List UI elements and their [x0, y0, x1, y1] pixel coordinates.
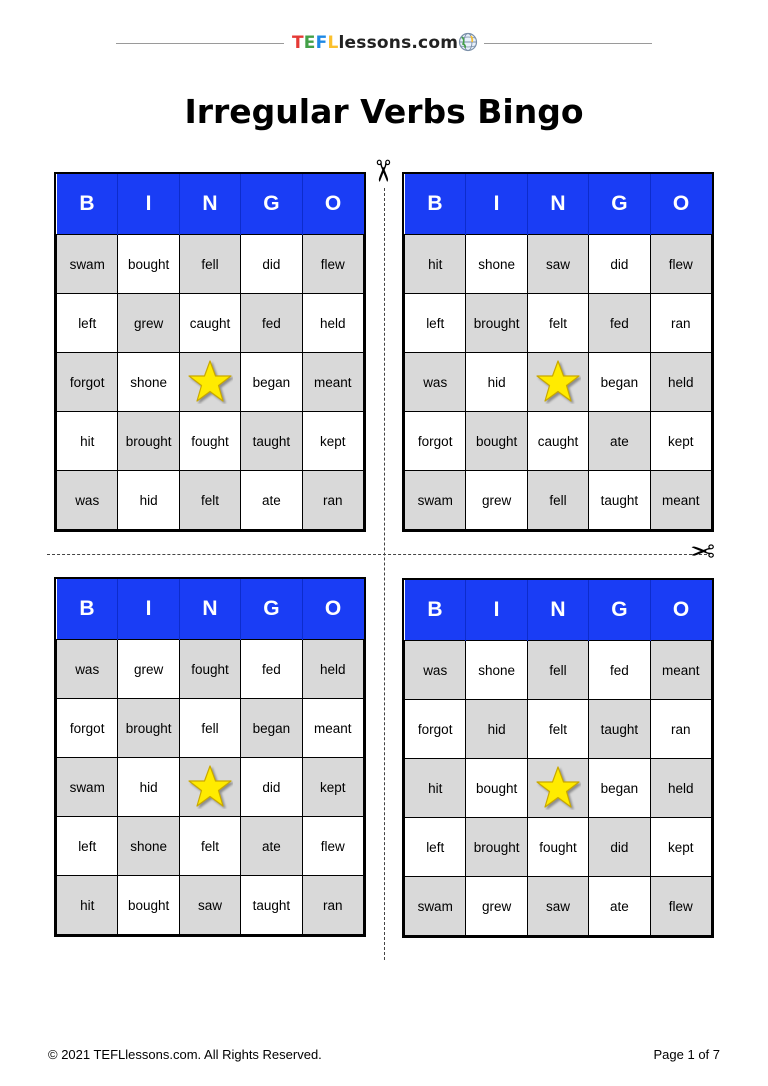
- bingo-cell: left: [405, 818, 466, 877]
- bingo-header-letter: I: [466, 580, 527, 641]
- bingo-row: [405, 818, 712, 877]
- free-space: [527, 353, 588, 412]
- bingo-cell: kept: [302, 758, 363, 817]
- bingo-row: [57, 353, 364, 412]
- bingo-cell: taught: [589, 471, 650, 530]
- bingo-cell: swam: [405, 471, 466, 530]
- bingo-cell: felt: [179, 817, 240, 876]
- header-divider-right: [484, 43, 652, 44]
- bingo-cell: was: [405, 353, 466, 412]
- bingo-cell: shone: [466, 641, 527, 700]
- free-space: [527, 759, 588, 818]
- bingo-grid: [56, 579, 364, 935]
- bingo-cell: kept: [650, 818, 711, 877]
- globe-icon: [458, 32, 478, 52]
- bingo-header-letter: B: [405, 580, 466, 641]
- bingo-header-letter: O: [302, 579, 363, 640]
- bingo-cell: brought: [466, 818, 527, 877]
- bingo-cell: began: [241, 353, 302, 412]
- star-icon: [187, 360, 233, 404]
- bingo-cell: meant: [650, 471, 711, 530]
- bingo-header-letter: O: [650, 174, 711, 235]
- bingo-cell: flew: [650, 877, 711, 936]
- bingo-header-letter: B: [57, 579, 118, 640]
- bingo-cell: held: [650, 759, 711, 818]
- bingo-cell: brought: [118, 699, 179, 758]
- bingo-cell: grew: [118, 640, 179, 699]
- bingo-cell: ran: [302, 471, 363, 530]
- bingo-cell: fought: [179, 412, 240, 471]
- bingo-cell: ate: [241, 817, 302, 876]
- bingo-cell: ate: [589, 412, 650, 471]
- page-number: Page 1 of 7: [653, 1047, 720, 1062]
- bingo-cell: shone: [118, 817, 179, 876]
- bingo-grid: [56, 174, 364, 530]
- bingo-cell: bought: [466, 759, 527, 818]
- bingo-grid: [404, 174, 712, 530]
- bingo-row: [405, 641, 712, 700]
- bingo-cell: grew: [466, 877, 527, 936]
- bingo-header-letter: I: [118, 579, 179, 640]
- horizontal-cut-line: [47, 554, 707, 555]
- bingo-cell: was: [57, 471, 118, 530]
- bingo-row: [405, 353, 712, 412]
- bingo-cell: felt: [527, 294, 588, 353]
- bingo-cell: left: [405, 294, 466, 353]
- bingo-row: [57, 817, 364, 876]
- bingo-cell: ran: [302, 876, 363, 935]
- bingo-card: [54, 577, 366, 937]
- bingo-cell: bought: [118, 235, 179, 294]
- bingo-cell: bought: [118, 876, 179, 935]
- bingo-cell: swam: [57, 235, 118, 294]
- bingo-cell: ran: [650, 294, 711, 353]
- bingo-header-letter: O: [302, 174, 363, 235]
- bingo-cell: meant: [302, 353, 363, 412]
- bingo-cell: brought: [118, 412, 179, 471]
- bingo-cell: taught: [241, 876, 302, 935]
- bingo-header-letter: B: [405, 174, 466, 235]
- bingo-cell: forgot: [57, 699, 118, 758]
- bingo-cell: fed: [589, 294, 650, 353]
- bingo-cell: held: [302, 640, 363, 699]
- bingo-row: [405, 759, 712, 818]
- bingo-cell: swam: [57, 758, 118, 817]
- bingo-cell: ate: [241, 471, 302, 530]
- bingo-row: [405, 877, 712, 936]
- bingo-cell: was: [405, 641, 466, 700]
- site-header: [0, 30, 768, 58]
- free-space: [179, 353, 240, 412]
- bingo-row: [405, 235, 712, 294]
- bingo-row: [57, 699, 364, 758]
- bingo-cell: did: [241, 235, 302, 294]
- bingo-cell: meant: [650, 641, 711, 700]
- bingo-row: [405, 294, 712, 353]
- bingo-row: [57, 876, 364, 935]
- bingo-cell: left: [57, 294, 118, 353]
- star-icon: [535, 766, 581, 810]
- bingo-row: [57, 471, 364, 530]
- bingo-cell: brought: [466, 294, 527, 353]
- free-space: [179, 758, 240, 817]
- bingo-row: [57, 640, 364, 699]
- bingo-header-letter: B: [57, 174, 118, 235]
- bingo-cell: forgot: [57, 353, 118, 412]
- bingo-cell: felt: [527, 700, 588, 759]
- bingo-cell: hid: [118, 471, 179, 530]
- bingo-cell: fell: [527, 641, 588, 700]
- bingo-cell: fought: [527, 818, 588, 877]
- bingo-cell: saw: [527, 877, 588, 936]
- bingo-row: [57, 758, 364, 817]
- bingo-grid: [404, 580, 712, 936]
- bingo-header-letter: N: [527, 580, 588, 641]
- bingo-cell: felt: [179, 471, 240, 530]
- header-divider-left: [116, 43, 284, 44]
- bingo-cell: flew: [302, 235, 363, 294]
- bingo-cell: began: [241, 699, 302, 758]
- bingo-header-letter: G: [241, 174, 302, 235]
- bingo-cell: ran: [650, 700, 711, 759]
- bingo-cell: ate: [589, 877, 650, 936]
- bingo-cell: hit: [405, 235, 466, 294]
- bingo-cell: did: [241, 758, 302, 817]
- bingo-cell: kept: [650, 412, 711, 471]
- bingo-cell: forgot: [405, 412, 466, 471]
- bingo-cell: meant: [302, 699, 363, 758]
- bingo-cell: fell: [527, 471, 588, 530]
- bingo-cell: caught: [527, 412, 588, 471]
- bingo-cell: hit: [57, 412, 118, 471]
- bingo-cell: forgot: [405, 700, 466, 759]
- bingo-cell: fell: [179, 699, 240, 758]
- bingo-cell: hit: [405, 759, 466, 818]
- bingo-cell: hit: [57, 876, 118, 935]
- bingo-header-letter: G: [589, 580, 650, 641]
- bingo-header-letter: I: [118, 174, 179, 235]
- bingo-header-letter: I: [466, 174, 527, 235]
- bingo-row: [405, 412, 712, 471]
- bingo-cell: flew: [302, 817, 363, 876]
- bingo-header-letter: G: [589, 174, 650, 235]
- bingo-cell: hid: [118, 758, 179, 817]
- bingo-row: [405, 471, 712, 530]
- star-icon: [535, 360, 581, 404]
- bingo-card: [402, 578, 714, 938]
- bingo-cell: left: [57, 817, 118, 876]
- bingo-cell: was: [57, 640, 118, 699]
- bingo-cell: fed: [589, 641, 650, 700]
- bingo-header-letter: G: [241, 579, 302, 640]
- bingo-cell: began: [589, 353, 650, 412]
- vertical-cut-line: [384, 188, 385, 960]
- bingo-cell: hid: [466, 353, 527, 412]
- bingo-cell: fell: [179, 235, 240, 294]
- bingo-cell: began: [589, 759, 650, 818]
- bingo-cell: taught: [241, 412, 302, 471]
- bingo-card: [54, 172, 366, 532]
- bingo-cell: held: [650, 353, 711, 412]
- site-logo: TEFLlessons.com: [292, 33, 459, 53]
- bingo-row: [57, 294, 364, 353]
- bingo-cell: did: [589, 818, 650, 877]
- bingo-cell: held: [302, 294, 363, 353]
- copyright-text: © 2021 TEFLlessons.com. All Rights Reserved.: [48, 1047, 322, 1062]
- bingo-header-row: [405, 174, 712, 235]
- bingo-header-letter: N: [179, 579, 240, 640]
- bingo-header-letter: N: [527, 174, 588, 235]
- scissors-icon: ✂: [690, 535, 716, 570]
- bingo-cell: fought: [179, 640, 240, 699]
- bingo-cell: fed: [241, 294, 302, 353]
- bingo-cell: taught: [589, 700, 650, 759]
- bingo-header-letter: O: [650, 580, 711, 641]
- page-title: Irregular Verbs Bingo: [184, 92, 584, 131]
- bingo-header-letter: N: [179, 174, 240, 235]
- bingo-cell: flew: [650, 235, 711, 294]
- star-icon: [187, 765, 233, 809]
- bingo-cell: swam: [405, 877, 466, 936]
- bingo-header-row: [405, 580, 712, 641]
- bingo-cell: grew: [466, 471, 527, 530]
- bingo-cell: shone: [118, 353, 179, 412]
- bingo-cell: hid: [466, 700, 527, 759]
- bingo-row: [57, 412, 364, 471]
- bingo-row: [405, 700, 712, 759]
- scissors-icon: ✂: [364, 158, 400, 184]
- bingo-cell: fed: [241, 640, 302, 699]
- bingo-cell: saw: [179, 876, 240, 935]
- bingo-header-row: [57, 174, 364, 235]
- bingo-cell: caught: [179, 294, 240, 353]
- bingo-cell: did: [589, 235, 650, 294]
- bingo-row: [57, 235, 364, 294]
- bingo-cell: shone: [466, 235, 527, 294]
- bingo-cell: grew: [118, 294, 179, 353]
- bingo-card: [402, 172, 714, 532]
- bingo-cell: bought: [466, 412, 527, 471]
- bingo-cell: kept: [302, 412, 363, 471]
- bingo-cell: saw: [527, 235, 588, 294]
- bingo-header-row: [57, 579, 364, 640]
